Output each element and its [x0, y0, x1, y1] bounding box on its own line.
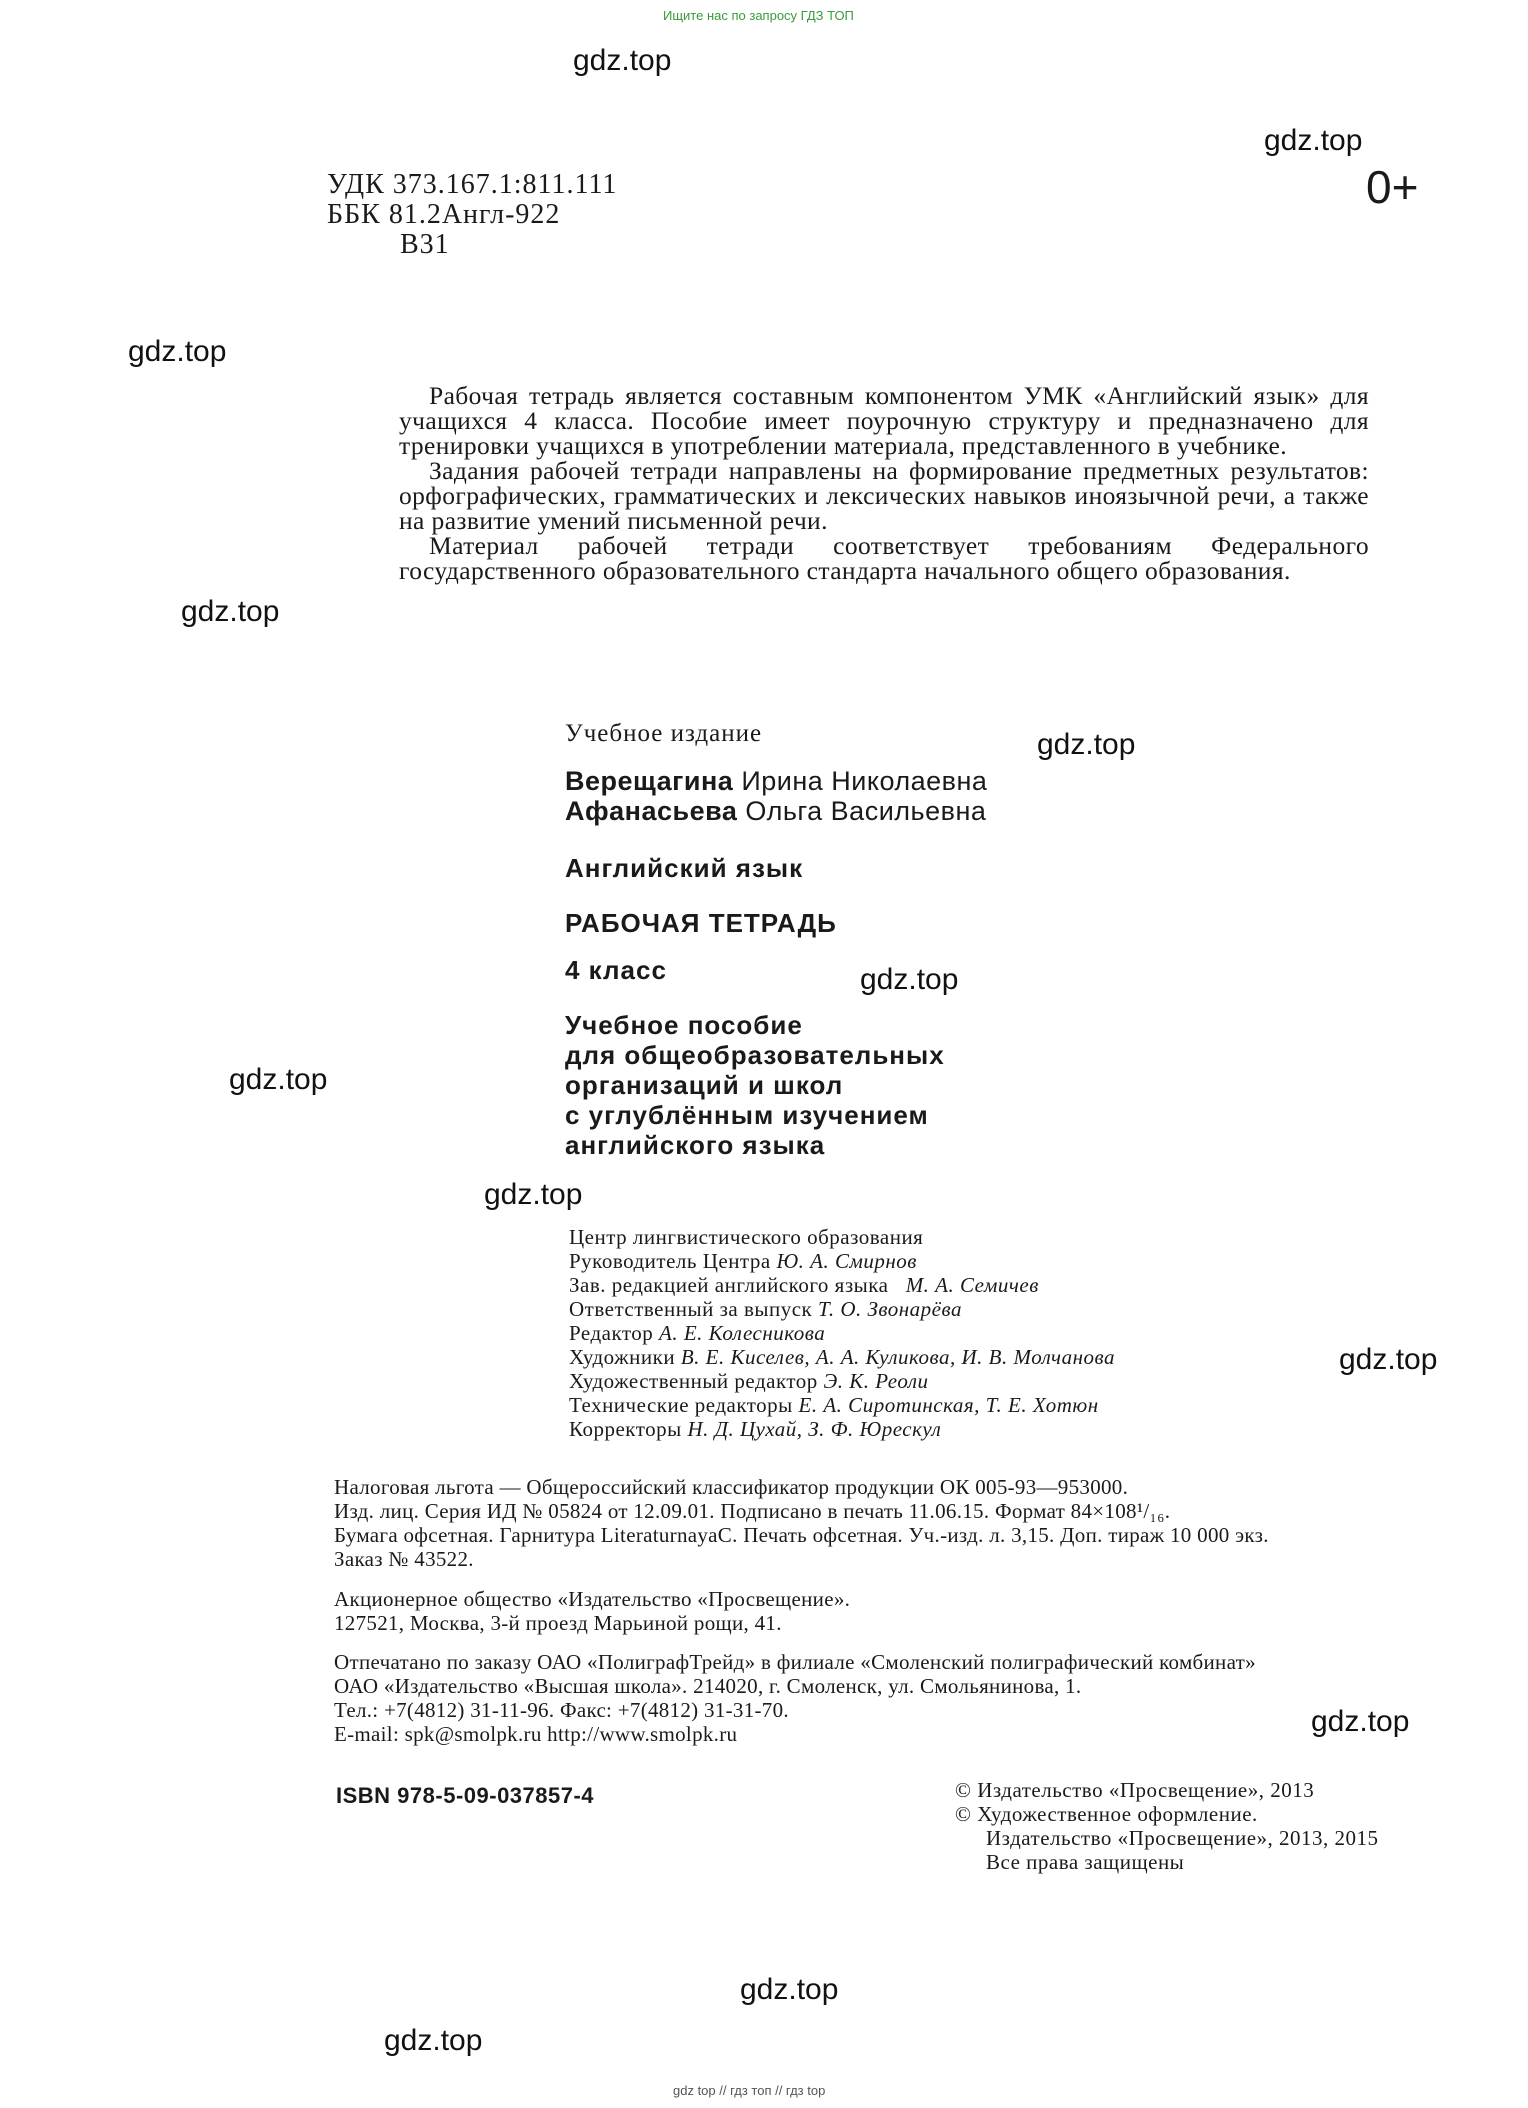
watermark: gdz.top: [860, 963, 959, 996]
annotation: [399, 383, 1369, 583]
credit-line: [569, 1345, 1115, 1369]
watermark: gdz.top: [1264, 124, 1363, 157]
subtitle-line: организаций и школ: [565, 1070, 844, 1100]
watermark: gdz.top: [1339, 1343, 1438, 1376]
watermark: gdz.top: [384, 2024, 483, 2057]
footer-links: gdz top // гдз топ // гдз top: [673, 2083, 826, 2098]
watermark: gdz.top: [740, 1973, 839, 2006]
watermark: gdz.top: [1037, 728, 1136, 761]
imprint-line: Изд. лиц. Серия ИД № 05824 от 12.09.01. Подписано в печать 11.06.15. Формат 84×108¹/₁₆.: [334, 1499, 1171, 1523]
credit-role: Художники: [569, 1345, 676, 1369]
credit-name: Е. А. Сиротинская, Т. Е. Хотюн: [798, 1393, 1099, 1417]
imprint-line: Бумага офсетная. Гарнитура LiteraturnayaC. Печать офсетная. Уч.-изд. л. 3,15. Доп. тираж 10 000 экз.: [334, 1523, 1269, 1547]
search-hint: Ищите нас по запросу ГДЗ ТОП: [663, 8, 854, 23]
author-line: [565, 766, 987, 796]
credit-line: [569, 1393, 1115, 1417]
credit-role: Технические редакторы: [569, 1393, 793, 1417]
author-names: Ольга Васильевна: [745, 796, 987, 826]
annotation-paragraph: Рабочая тетрадь является составным компонентом УМК «Английский язык» для учащихся 4 класса. Пособие имеет поурочную структуру и предназначено для тренировки учащихся в употреблении материала, представленного в учебнике.: [399, 381, 1369, 460]
watermark: gdz.top: [229, 1063, 328, 1096]
copyright-line: Издательство «Просвещение», 2013, 2015: [986, 1826, 1379, 1850]
author-surname: Верещагина: [565, 766, 734, 796]
watermark: gdz.top: [181, 595, 280, 628]
credit-name: Э. К. Реоли: [823, 1369, 929, 1393]
watermark: gdz.top: [1311, 1705, 1410, 1738]
credit-line: [569, 1297, 1115, 1321]
subtitle: [565, 1010, 945, 1160]
copyright: [955, 1778, 1379, 1874]
subtitle-line: английского языка: [565, 1130, 826, 1160]
subtitle-line: Учебное пособие: [565, 1010, 803, 1040]
subtitle-line: с углублённым изучением: [565, 1100, 929, 1130]
credit-role: Руководитель Центра: [569, 1249, 771, 1273]
watermark: gdz.top: [128, 335, 227, 368]
printer-info: [334, 1650, 1256, 1746]
credits: [569, 1225, 1115, 1441]
imprint-line: Налоговая льгота — Общероссийский классификатор продукции ОК 005-93—953000.: [334, 1475, 1129, 1499]
subject-title: Английский язык: [565, 853, 804, 883]
imprint: [334, 1475, 1269, 1571]
printer-line: Тел.: +7(4812) 31-11-96. Факс: +7(4812) 31-31-70.: [334, 1698, 789, 1722]
credit-name: Т. О. Звонарёва: [817, 1297, 962, 1321]
watermark: gdz.top: [484, 1178, 583, 1211]
printer-line: E-mail: spk@smolpk.ru http://www.smolpk.ru: [334, 1722, 738, 1746]
credit-line: [569, 1225, 1115, 1249]
printer-line: ОАО «Издательство «Высшая школа». 214020, г. Смоленск, ул. Смольянинова, 1.: [334, 1674, 1082, 1698]
author-surname: Афанасьева: [565, 796, 738, 826]
author-names: Ирина Николаевна: [741, 766, 988, 796]
credit-role: Редактор: [569, 1321, 654, 1345]
isbn: ISBN 978-5-09-037857-4: [336, 1783, 595, 1808]
subtitle-line: для общеобразовательных: [565, 1040, 945, 1070]
age-rating: 0+: [1366, 161, 1419, 213]
watermark: gdz.top: [573, 44, 672, 77]
credit-role: Художественный редактор: [569, 1369, 818, 1393]
annotation-paragraph: Материал рабочей тетради соответствует требованиям Федерального государственного образовательного стандарта начального общего образования.: [399, 531, 1369, 585]
credit-line: [569, 1273, 1115, 1297]
annotation-paragraph: Задания рабочей тетради направлены на формирование предметных результатов: орфографических, грамматических и лексических навыков иноязычной речи, а также на развитие умений письменной речи.: [399, 456, 1369, 535]
credit-name: Н. Д. Цухай, З. Ф. Юрескул: [687, 1417, 942, 1441]
credit-name: А. Е. Колесникова: [659, 1321, 826, 1345]
book-title: РАБОЧАЯ ТЕТРАДЬ: [565, 908, 837, 938]
copyright-line: © Издательство «Просвещение», 2013: [955, 1778, 1315, 1802]
edition-type: Учебное издание: [565, 720, 763, 747]
credit-role: Корректоры: [569, 1417, 682, 1441]
copyright-line: © Художественное оформление.: [955, 1802, 1258, 1826]
bbk-code: ББК 81.2Англ-922: [327, 199, 561, 230]
credit-role: Зав. редакцией английского языка: [569, 1273, 889, 1297]
credit-line: [569, 1369, 1115, 1393]
author-mark: В31: [400, 229, 450, 260]
publisher-line: 127521, Москва, 3-й проезд Марьиной рощи, 41.: [334, 1611, 782, 1635]
credit-line: [569, 1321, 1115, 1345]
grade-label: 4 класс: [565, 955, 667, 985]
copyright-line: Все права защищены: [986, 1850, 1185, 1874]
printer-line: Отпечатано по заказу ОАО «ПолиграфТрейд» в филиале «Смоленский полиграфический комбинат»: [334, 1650, 1256, 1674]
credit-role: Центр лингвистического образования: [569, 1225, 924, 1249]
publisher-line: Акционерное общество «Издательство «Просвещение».: [334, 1587, 851, 1611]
author-line: [565, 796, 986, 826]
publisher-info: [334, 1587, 850, 1635]
credit-line: [569, 1249, 1115, 1273]
credit-line: [569, 1417, 1115, 1441]
credit-name: Ю. А. Смирнов: [776, 1249, 917, 1273]
udk-code: УДК 373.167.1:811.111: [327, 169, 618, 200]
credit-name: М. А. Семичев: [905, 1273, 1039, 1297]
credit-role: Ответственный за выпуск: [569, 1297, 813, 1321]
imprint-line: Заказ № 43522.: [334, 1547, 474, 1571]
credit-name: В. Е. Киселев, А. А. Куликова, И. В. Молчанова: [680, 1345, 1115, 1369]
